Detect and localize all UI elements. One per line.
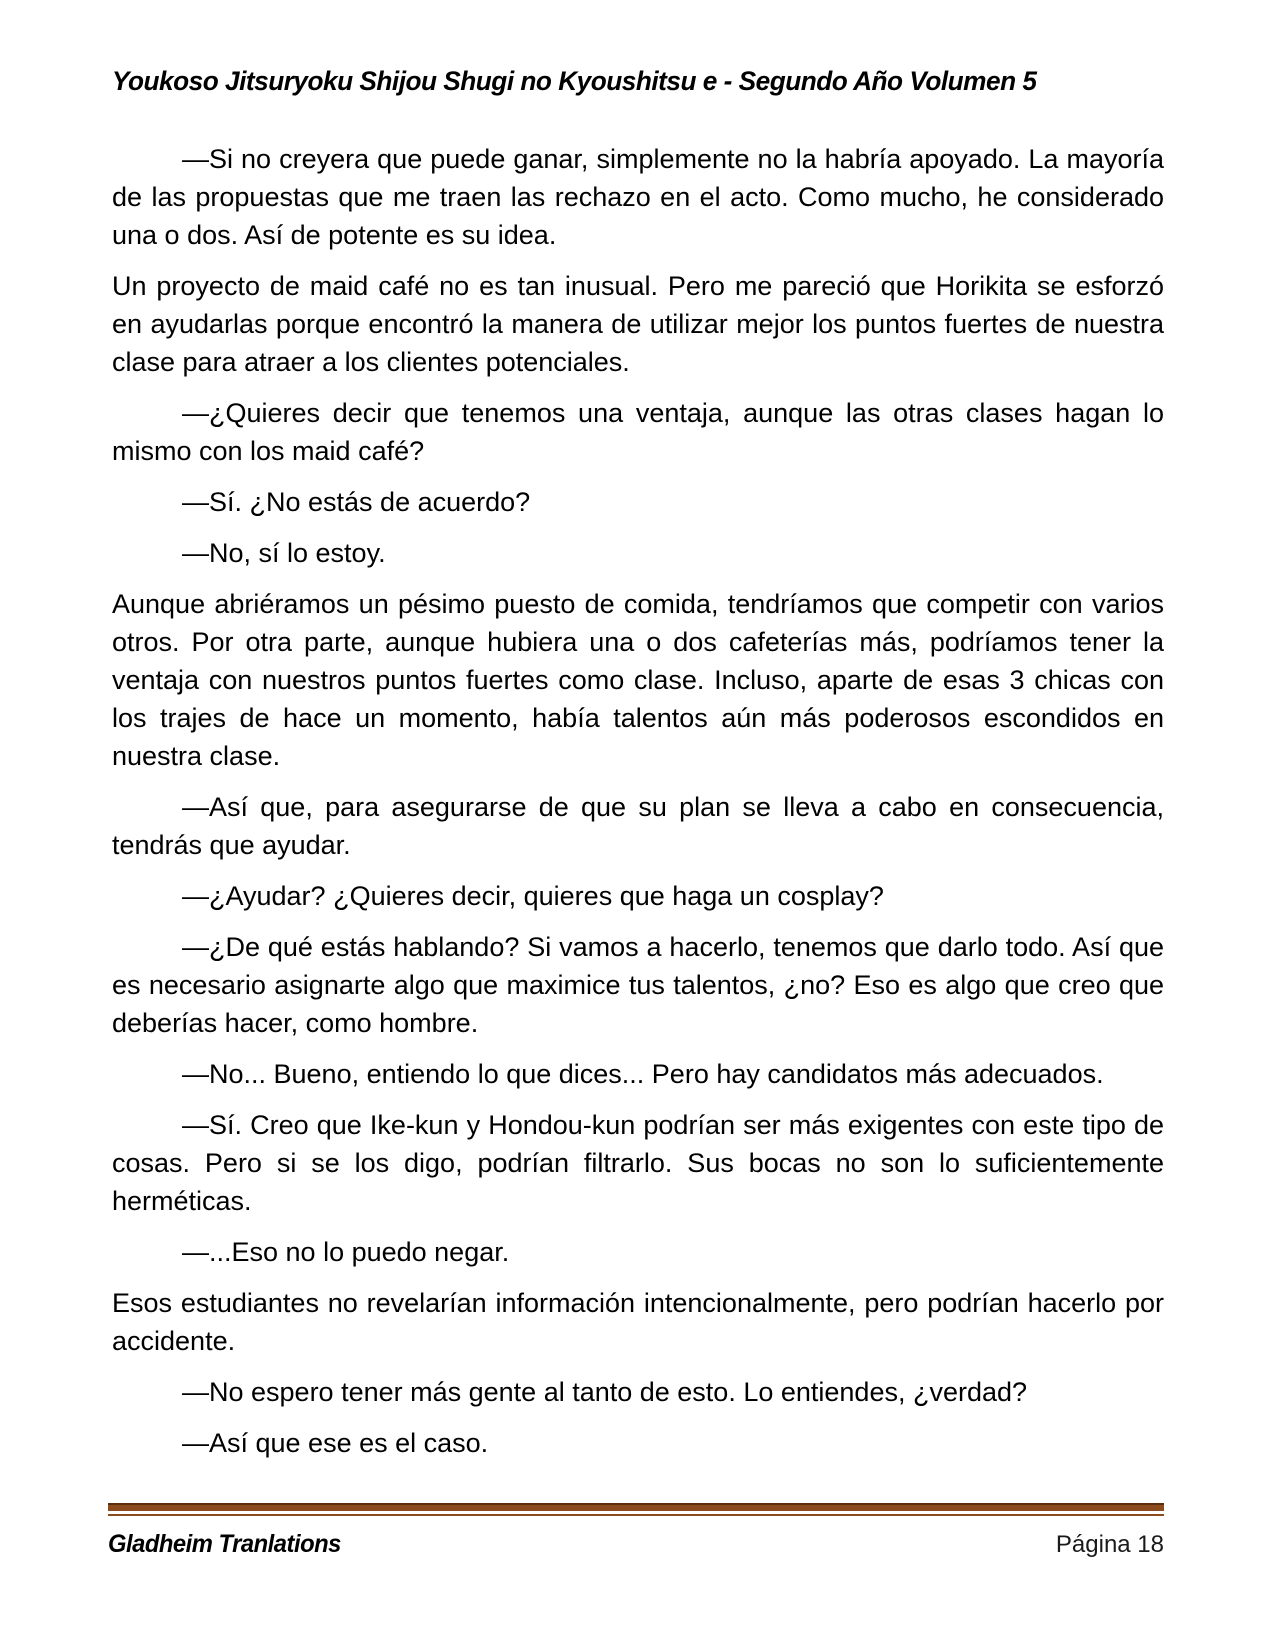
- footer-row: [108, 1530, 1164, 1559]
- paragraph: Esos estudiantes no revelarían información intencionalmente, pero podrían hacerlo por accidente.: [112, 1288, 1164, 1356]
- page-header: [112, 66, 1164, 97]
- paragraph: —...Eso no lo puedo negar.: [182, 1237, 510, 1267]
- paragraph: —Así que, para asegurarse de que su plan se lleva a cabo en consecuencia, tendrás que ayudar.: [112, 792, 1164, 860]
- paragraph: —No, sí lo estoy.: [182, 538, 386, 568]
- paragraph: —Así que ese es el caso.: [182, 1428, 489, 1458]
- page-footer: [108, 1503, 1164, 1559]
- paragraph: —Sí. ¿No estás de acuerdo?: [182, 487, 531, 517]
- paragraph: Aunque abriéramos un pésimo puesto de comida, tendríamos que competir con varios otros. Por otra parte, aunque hubiera una o dos cafeterías más, podríamos tener la ventaja con nuestros puntos fuertes como clase. Incluso, aparte de esas 3 chicas con los trajes de hace un momento, había talentos aún más poderosos escondidos en nuestra clase.: [112, 589, 1164, 771]
- paragraph: —No espero tener más gente al tanto de esto. Lo entiendes, ¿verdad?: [182, 1377, 1028, 1407]
- paragraph: —No... Bueno, entiendo lo que dices... Pero hay candidatos más adecuados.: [182, 1059, 1104, 1089]
- paragraph: —Sí. Creo que Ike-kun y Hondou-kun podrían ser más exigentes con este tipo de cosas. Pero si se los digo, podrían filtrarlo. Sus bocas no son lo suficientemente herméticas.: [112, 1110, 1164, 1216]
- body-text: [112, 140, 1164, 1475]
- paragraph: —¿Quieres decir que tenemos una ventaja, aunque las otras clases hagan lo mismo con los maid café?: [112, 398, 1164, 466]
- translator-credit: Gladheim Tranlations: [108, 1530, 341, 1558]
- paragraph: —¿Ayudar? ¿Quieres decir, quieres que haga un cosplay?: [182, 881, 884, 911]
- paragraph: —¿De qué estás hablando? Si vamos a hacerlo, tenemos que darlo todo. Así que es necesario asignarte algo que maximice tus talentos, ¿no? Eso es algo que creo que deberías hacer, como hombre.: [112, 932, 1164, 1038]
- page-number: Página 18: [1055, 1531, 1164, 1558]
- footer-divider-rule: [108, 1503, 1164, 1516]
- paragraph: —Si no creyera que puede ganar, simplemente no la habría apoyado. La mayoría de las propuestas que me traen las rechazo en el acto. Como mucho, he considerado una o dos. Así de potente es su idea.: [112, 144, 1164, 250]
- paragraph: Un proyecto de maid café no es tan inusual. Pero me pareció que Horikita se esforzó en ayudarlas porque encontró la manera de utilizar mejor los puntos fuertes de nuestra clase para atraer a los clientes potenciales.: [112, 271, 1164, 377]
- document-title: Youkoso Jitsuryoku Shijou Shugi no Kyoushitsu e - Segundo Año Volumen 5: [112, 66, 1037, 96]
